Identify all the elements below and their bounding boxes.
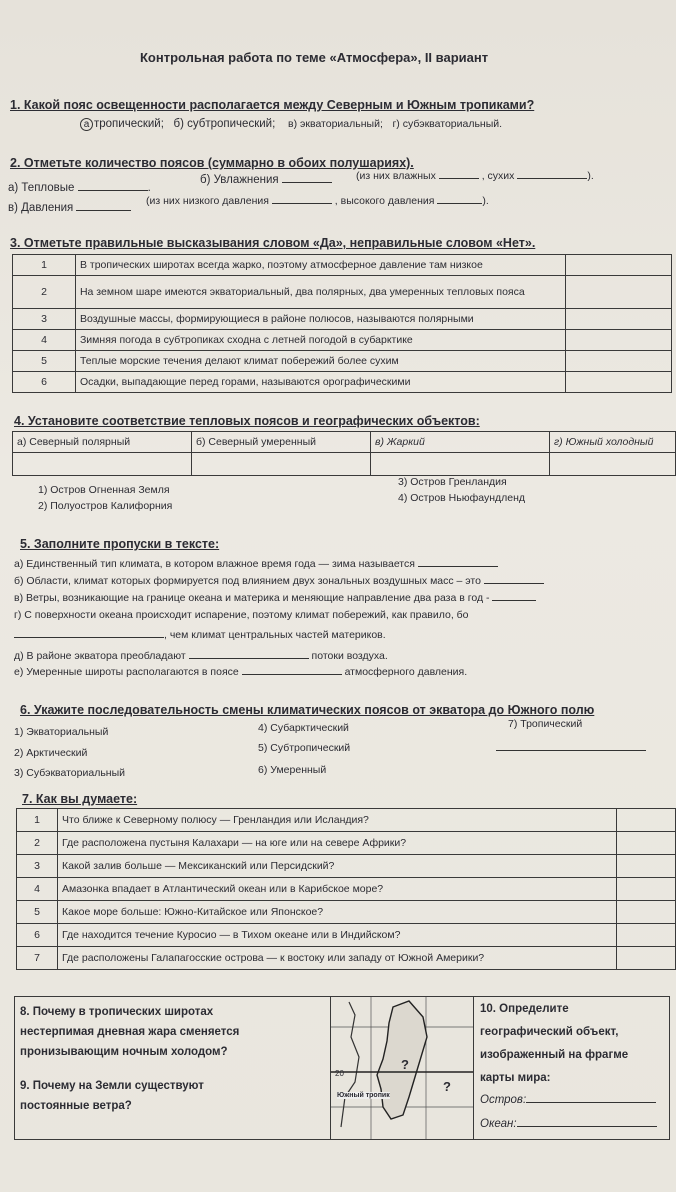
q2-text: 2. Отметьте количество поясов (суммарно в обоих полушариях). — [10, 156, 414, 170]
row-number: 6 — [17, 924, 58, 947]
row-number: 6 — [13, 372, 76, 393]
question: Какое море больше: Южно-Китайское или Японское? — [58, 901, 617, 924]
q4-item-3: 3) Остров Гренландия — [398, 476, 507, 488]
q8-line: нестерпимая дневная жара сменяется — [20, 1026, 240, 1038]
q5-e — [14, 648, 388, 662]
q10-line: 10. Определите — [480, 1003, 569, 1015]
table-row — [17, 924, 676, 947]
table-row — [13, 372, 672, 393]
q3-text: 3. Отметьте правильные высказывания словом «Да», неправильные словом «Нет». — [10, 236, 536, 250]
answer-cell[interactable] — [617, 855, 676, 878]
answer-cell[interactable] — [565, 255, 671, 276]
q1-option-b: б) субтропический; — [173, 118, 276, 130]
table-row — [13, 351, 672, 372]
q2-b-label: б) Увлажнения — [200, 174, 279, 186]
latitude-label: 20 — [335, 1069, 344, 1078]
q2-high-blank[interactable] — [437, 193, 482, 204]
q5-text: 5. Заполните пропуски в тексте: — [20, 537, 220, 551]
tropic-label: Южный тропик — [337, 1092, 390, 1099]
q10-line: географический объект, — [480, 1026, 619, 1038]
q8-line: пронизывающим ночным холодом? — [20, 1046, 228, 1058]
q2-b-note: (из них влажных , сухих ). — [356, 170, 594, 182]
q10-island — [480, 1092, 656, 1106]
table-row — [17, 878, 676, 901]
q10-ocean — [480, 1116, 657, 1130]
statement: В тропических широтах всегда жарко, поэтому атмосферное давление там низкое — [75, 255, 565, 276]
q2-row-1: а) Тепловые . — [8, 182, 151, 194]
row-number: 3 — [13, 309, 76, 330]
q2-wet-blank[interactable] — [439, 168, 479, 179]
statement: Зимняя погода в субтропиках сходна с летней погодой в субарктике — [75, 330, 565, 351]
table-row — [13, 330, 672, 351]
q1-options — [80, 118, 502, 131]
answer-cell[interactable] — [617, 924, 676, 947]
page-title: Контрольная работа по теме «Атмосфера», II вариант — [140, 50, 489, 65]
q5-a — [14, 556, 498, 570]
row-number: 1 — [17, 809, 58, 832]
table-row — [17, 901, 676, 924]
table-row — [17, 809, 676, 832]
q2-question — [10, 156, 414, 170]
q5-d2 — [14, 627, 386, 641]
q5-a-blank[interactable] — [418, 556, 498, 567]
answer-cell[interactable] — [565, 351, 671, 372]
q8-line: 8. Почему в тропических широтах — [20, 1006, 214, 1018]
q2-c-blank[interactable] — [76, 200, 131, 211]
q5-d-blank[interactable] — [14, 627, 164, 638]
q5-c — [14, 590, 536, 604]
question: Где находится течение Куросио — в Тихом океане или в Индийском? — [58, 924, 617, 947]
question: Какой залив больше — Мексиканский или Персидский? — [58, 855, 617, 878]
row-number: 5 — [17, 901, 58, 924]
answer-cell[interactable] — [617, 901, 676, 924]
q6-answer-line[interactable] — [496, 750, 646, 751]
question: Где расположены Галапагосские острова — к востоку или западу от Южной Америки? — [58, 947, 617, 970]
q2-a-blank[interactable] — [78, 180, 148, 191]
q9-question — [20, 1076, 204, 1116]
q10-question — [480, 998, 628, 1090]
q2-dry-label: , сухих — [481, 170, 515, 182]
q5-f-text: е) Умеренные широты располагаются в поясе — [14, 666, 239, 678]
q4-item-4: 4) Остров Ньюфаундленд — [398, 492, 526, 504]
row-number: 4 — [17, 878, 58, 901]
q2-c — [8, 200, 131, 214]
q5-b-text: б) Области, климат которых формируется под влиянием двух зональных воздушных масс – это — [14, 575, 481, 587]
q4-table — [12, 431, 676, 476]
q2-high-label: , высокого давления — [334, 195, 435, 207]
q5-e-text: д) В районе экватора преобладают — [14, 650, 186, 662]
table-row — [13, 255, 672, 276]
q5-b-blank[interactable] — [484, 573, 544, 584]
q7-table — [16, 808, 676, 970]
table-row — [13, 432, 676, 453]
q4-item-2: 2) Полуостров Калифорния — [38, 500, 173, 512]
q2-a-label: а) Тепловые — [8, 182, 75, 194]
answer-cell[interactable] — [371, 453, 550, 476]
q5-question — [20, 537, 219, 551]
q4-question — [14, 414, 480, 428]
row-number: 5 — [13, 351, 76, 372]
q2-b — [200, 172, 332, 186]
q6-item: 7) Тропический — [508, 718, 583, 730]
ocean-blank[interactable] — [517, 1116, 657, 1127]
q2-c-label: в) Давления — [8, 202, 74, 214]
statement: Осадки, выпадающие перед горами, называются орографическими — [75, 372, 565, 393]
q4-item-1: 1) Остров Огненная Земля — [38, 484, 170, 496]
q2-b-note-text: (из них влажных — [356, 170, 436, 182]
answer-cell[interactable] — [565, 276, 671, 309]
statement: Теплые морские течения делают климат побережий более сухим — [75, 351, 565, 372]
island-label: Остров: — [480, 1094, 527, 1106]
q3-table — [12, 254, 672, 393]
answer-cell[interactable] — [565, 330, 671, 351]
zone-header: а) Северный полярный — [13, 432, 192, 453]
row-number: 7 — [17, 947, 58, 970]
q7-question — [22, 792, 137, 806]
row-number: 2 — [17, 832, 58, 855]
q1-question — [10, 98, 534, 112]
row-number: 3 — [17, 855, 58, 878]
zone-header: г) Южный холодный — [550, 432, 676, 453]
q6-question — [20, 703, 594, 717]
answer-cell[interactable] — [565, 309, 671, 330]
answer-cell[interactable] — [617, 832, 676, 855]
q6-text: 6. Укажите последовательность смены климатических поясов от экватора до Южного полю — [20, 703, 595, 717]
q5-f-blank[interactable] — [242, 664, 342, 675]
q5-e2-text: потоки воздуха. — [311, 650, 388, 662]
q2-dry-blank[interactable] — [517, 168, 587, 179]
q8-question — [20, 1002, 239, 1062]
q7-text: 7. Как вы думаете: — [22, 792, 138, 806]
table-row — [13, 453, 676, 476]
q9-line: 9. Почему на Земли существуют — [20, 1080, 204, 1092]
statement: На земном шаре имеются экваториальный, два полярных, два умеренных тепловых пояса — [75, 276, 565, 309]
q5-e-blank[interactable] — [189, 648, 309, 659]
answer-cell[interactable] — [617, 947, 676, 970]
row-number: 4 — [13, 330, 76, 351]
answer-cell[interactable] — [550, 453, 676, 476]
zone-header: в) Жаркий — [371, 432, 550, 453]
q5-c-blank[interactable] — [492, 590, 536, 601]
answer-cell[interactable] — [192, 453, 371, 476]
q6-item: 3) Субэкваториальный — [14, 767, 126, 779]
ocean-label: Океан: — [480, 1118, 517, 1130]
q9-line: постоянные ветра? — [20, 1100, 132, 1112]
statement: Воздушные массы, формирующиеся в районе полюсов, называются полярными — [75, 309, 565, 330]
table-row — [13, 309, 672, 330]
q1-text: 1. Какой пояс освещенности располагается между Северным и Южным тропиками? — [10, 98, 535, 112]
q1-option-d: г) субэкваториальный. — [392, 118, 503, 130]
q1-option-c: в) экваториальный; — [288, 118, 383, 130]
question: Где расположена пустыня Калахари — на юге или на севере Африки? — [58, 832, 617, 855]
q5-d2-text: , чем климат центральных частей материков. — [164, 629, 386, 641]
q10-line: изображенный на фрагме — [480, 1049, 629, 1061]
q6-item: 5) Субтропический — [258, 742, 351, 754]
q6-item: 4) Субарктический — [258, 722, 349, 734]
table-row — [17, 947, 676, 970]
question: Что ближе к Северному полюсу — Гренландия или Исландия? — [58, 809, 617, 832]
q6-item: 1) Экваториальный — [14, 726, 109, 738]
q6-item: 6) Умеренный — [258, 764, 327, 776]
row-number: 1 — [13, 255, 76, 276]
map-question-mark: ? — [401, 1057, 409, 1072]
answer-circle-icon: а — [80, 118, 93, 131]
q5-f — [14, 664, 467, 678]
q5-b — [14, 573, 544, 587]
answer-cell[interactable] — [13, 453, 192, 476]
table-row — [17, 832, 676, 855]
q5-c-text: в) Ветры, возникающие на границе океана и материка и меняющие направление два раза в год - — [14, 592, 490, 604]
question: Амазонка впадает в Атлантический океан или в Карибское море? — [58, 878, 617, 901]
answer-cell[interactable] — [565, 372, 671, 393]
q5-d-text: г) С поверхности океана происходит испарение, поэтому климат побережий, как правило, бо — [14, 609, 469, 621]
row-number: 2 — [13, 276, 76, 309]
table-row — [17, 855, 676, 878]
q2-low-blank[interactable] — [272, 193, 332, 204]
q5-a-text: а) Единственный тип климата, в котором влажное время года — зима называется — [14, 558, 415, 570]
q5-f2-text: атмосферного давления. — [344, 666, 468, 678]
q2-c-note-text: (из них низкого давления — [146, 195, 269, 207]
island-blank[interactable] — [526, 1092, 656, 1103]
q6-item: 2) Арктический — [14, 747, 88, 759]
table-row — [13, 276, 672, 309]
q2-b-blank[interactable] — [282, 172, 332, 183]
zone-header: б) Северный умеренный — [192, 432, 371, 453]
map-question-mark: ? — [443, 1079, 451, 1094]
map-fragment — [330, 996, 474, 1140]
q1-option-a: тропический; — [94, 118, 164, 130]
q2-c-note: (из них низкого давления , высокого давления ). — [146, 195, 489, 207]
q3-question — [10, 236, 535, 250]
q10-line: карты мира: — [480, 1072, 551, 1084]
answer-cell[interactable] — [617, 878, 676, 901]
q4-text: 4. Установите соответствие тепловых поясов и географических объектов: — [14, 414, 480, 428]
answer-cell[interactable] — [617, 809, 676, 832]
